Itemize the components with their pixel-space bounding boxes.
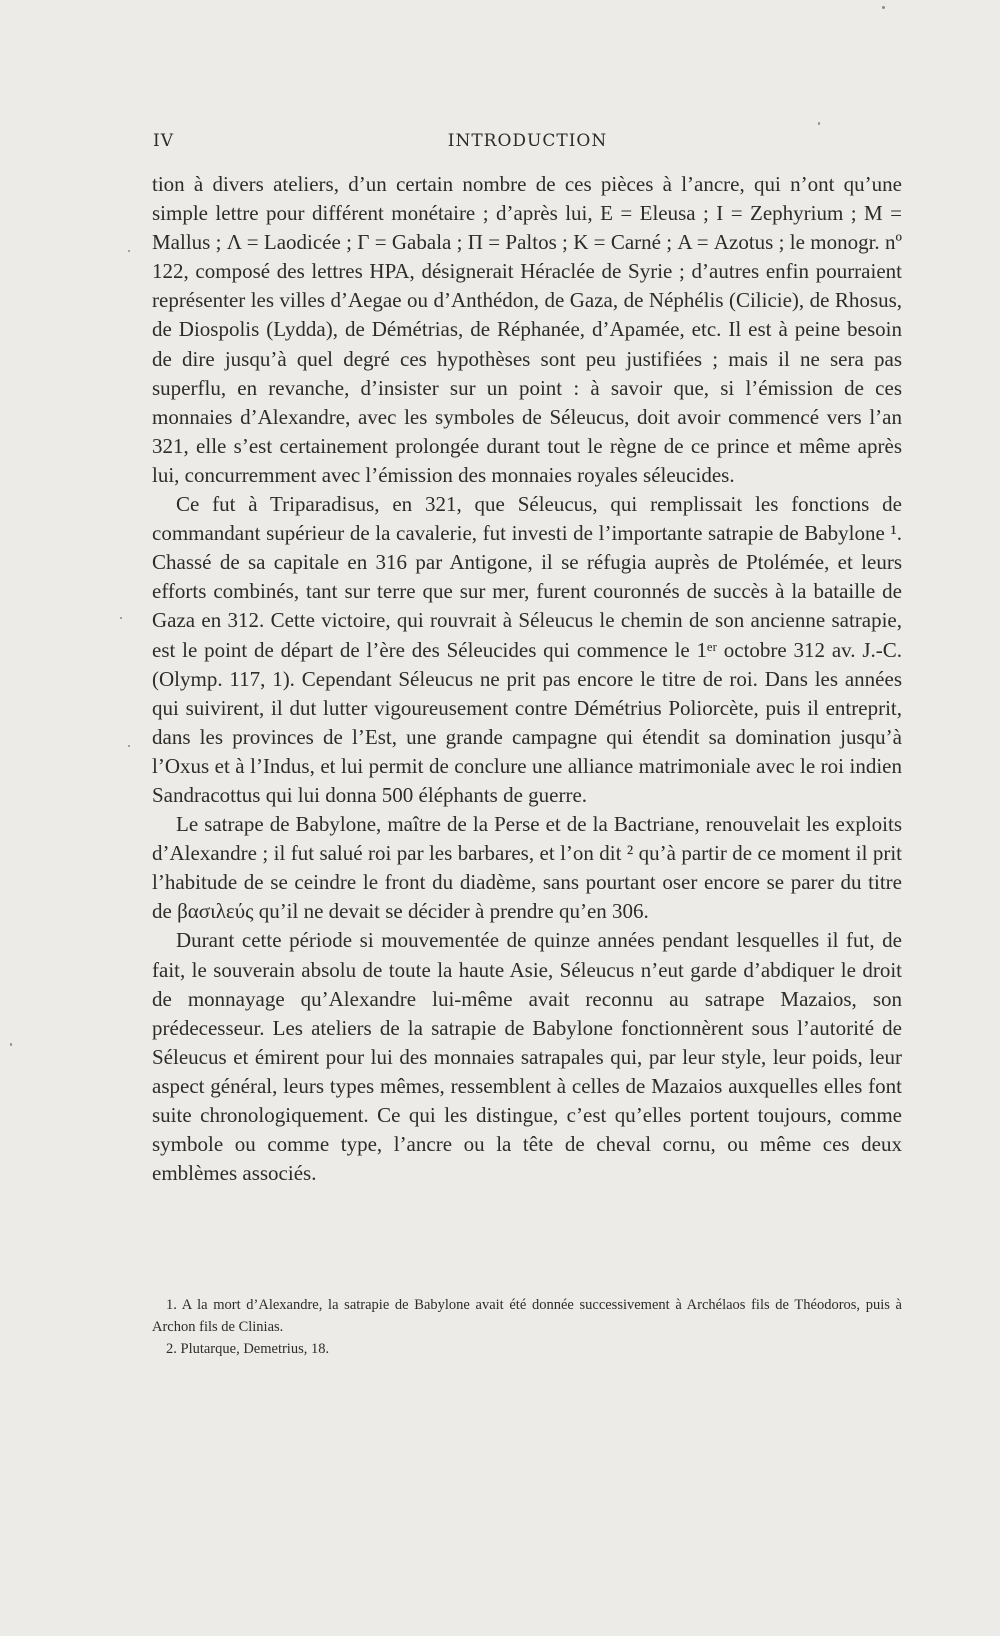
paragraph: Durant cette période si mouvementée de quinze années pendant lesquelles il fut, de fait, le souverain absolu de toute la haute Asie, Séleucus n’eut garde d’abdiquer le droit de monnayage qu’Alexandre lui-même avait reconnu au satrape Mazaios, son prédecesseur. Les ateliers de la satrapie de Babylone fonctionnèrent sous l’autorité de Séleucus et émirent pour lui des monnaies satrapales qui, par leur style, leur poids, leur aspect général, leurs types mêmes, ressemblent à celles de Mazaios auxquelles elles font suite chronologiquement. Ce qui les distingue, c’est qu’elles portent toujours, comme symbole ou comme type, l’ancre ou la tête de cheval cornu, ou même ces deux emblèmes associés.: [152, 928, 902, 1186]
paragraph: Ce fut à Triparadisus, en 321, que Séleucus, qui remplissait les fonctions de commandant supérieur de la cavalerie, fut investi de l’importante satrapie de Babylone ¹. Chassé de sa capitale en 316 par Antigone, il se réfugia auprès de Ptolémée, et leurs efforts combinés, tant sur terre que sur mer, furent couronnés de succès à la bataille de Gaza en 312. Cette victoire, qui rouvrait à Séleucus le chemin de son ancienne satrapie, est le point de départ de l’ère des Séleucides qui commence le 1ᵉʳ octobre 312 av. J.-C. (Olymp. 117, 1). Cependant Séleucus ne prit pas encore le titre de roi. Dans les années qui suivirent, il dut lutter vigoureusement contre Démétrius Poliorcète, puis il entreprit, dans les provinces de l’Est, une grande campagne qui étendit sa domination jusqu’à l’Oxus et à l’Indus, et lui permit de conclure une alliance matrimoniale avec le roi indien Sandracottus qui lui donna 500 éléphants de guerre.: [152, 492, 902, 807]
speck: [128, 250, 130, 252]
speck: [10, 1043, 12, 1046]
running-title: INTRODUCTION: [447, 131, 608, 151]
speck: [120, 617, 122, 619]
main-text: [152, 170, 902, 1188]
speck: [818, 122, 820, 125]
paragraph: Le satrape de Babylone, maître de la Perse et de la Bactriane, renouvelait les exploits d’Alexandre ; il fut salué roi par les barbares, et l’on dit ² qu’à partir de ce moment il prit l’habitude de se ceindre le front du diadème, sans pourtant oser encore se parer du titre de βασιλεύς qu’il ne devait se décider à prendre qu’en 306.: [152, 812, 902, 924]
footnote: 2. Plutarque, Demetrius, 18.: [166, 1341, 330, 1357]
footnotes: [152, 1294, 902, 1360]
speck: [128, 745, 130, 747]
page-number: IV: [153, 131, 174, 151]
footnote: 1. A la mort d’Alexandre, la satrapie de Babylone avait été donnée successivement à Archélaos fils de Théodoros, puis à Archon fils de Clinias.: [152, 1297, 902, 1335]
page-header: [153, 131, 902, 155]
paragraph: tion à divers ateliers, d’un certain nombre de ces pièces à l’ancre, qui n’ont qu’une simple lettre pour différent monétaire ; d’après lui, E = Eleusa ; Ι = Zephyrium ; Μ = Mallus ; Λ = Laodicée ; Γ = Gabala ; Π = Paltos ; Κ = Carné ; Α = Azotus ; le monogr. nº 122, composé des lettres ΗΡΑ, désignerait Héraclée de Syrie ; d’autres enfin pourraient représenter les villes d’Aegae ou d’Anthédon, de Gaza, de Néphélis (Cilicie), de Rhosus, de Diospolis (Lydda), de Démétrias, de Réphanée, d’Apamée, etc. Il est à peine besoin de dire jusqu’à quel degré ces hypothèses sont peu justifiées ; mais il ne sera pas superflu, en revanche, d’insister sur un point : à savoir que, si l’émission de ces monnaies d’Alexandre, avec les symboles de Séleucus, doit avoir commencé vers l’an 321, elle s’est certainement prolongée durant tout le règne de ce prince et même après lui, concurremment avec l’émission des monnaies royales séleucides.: [152, 172, 902, 487]
speck: [882, 6, 885, 9]
